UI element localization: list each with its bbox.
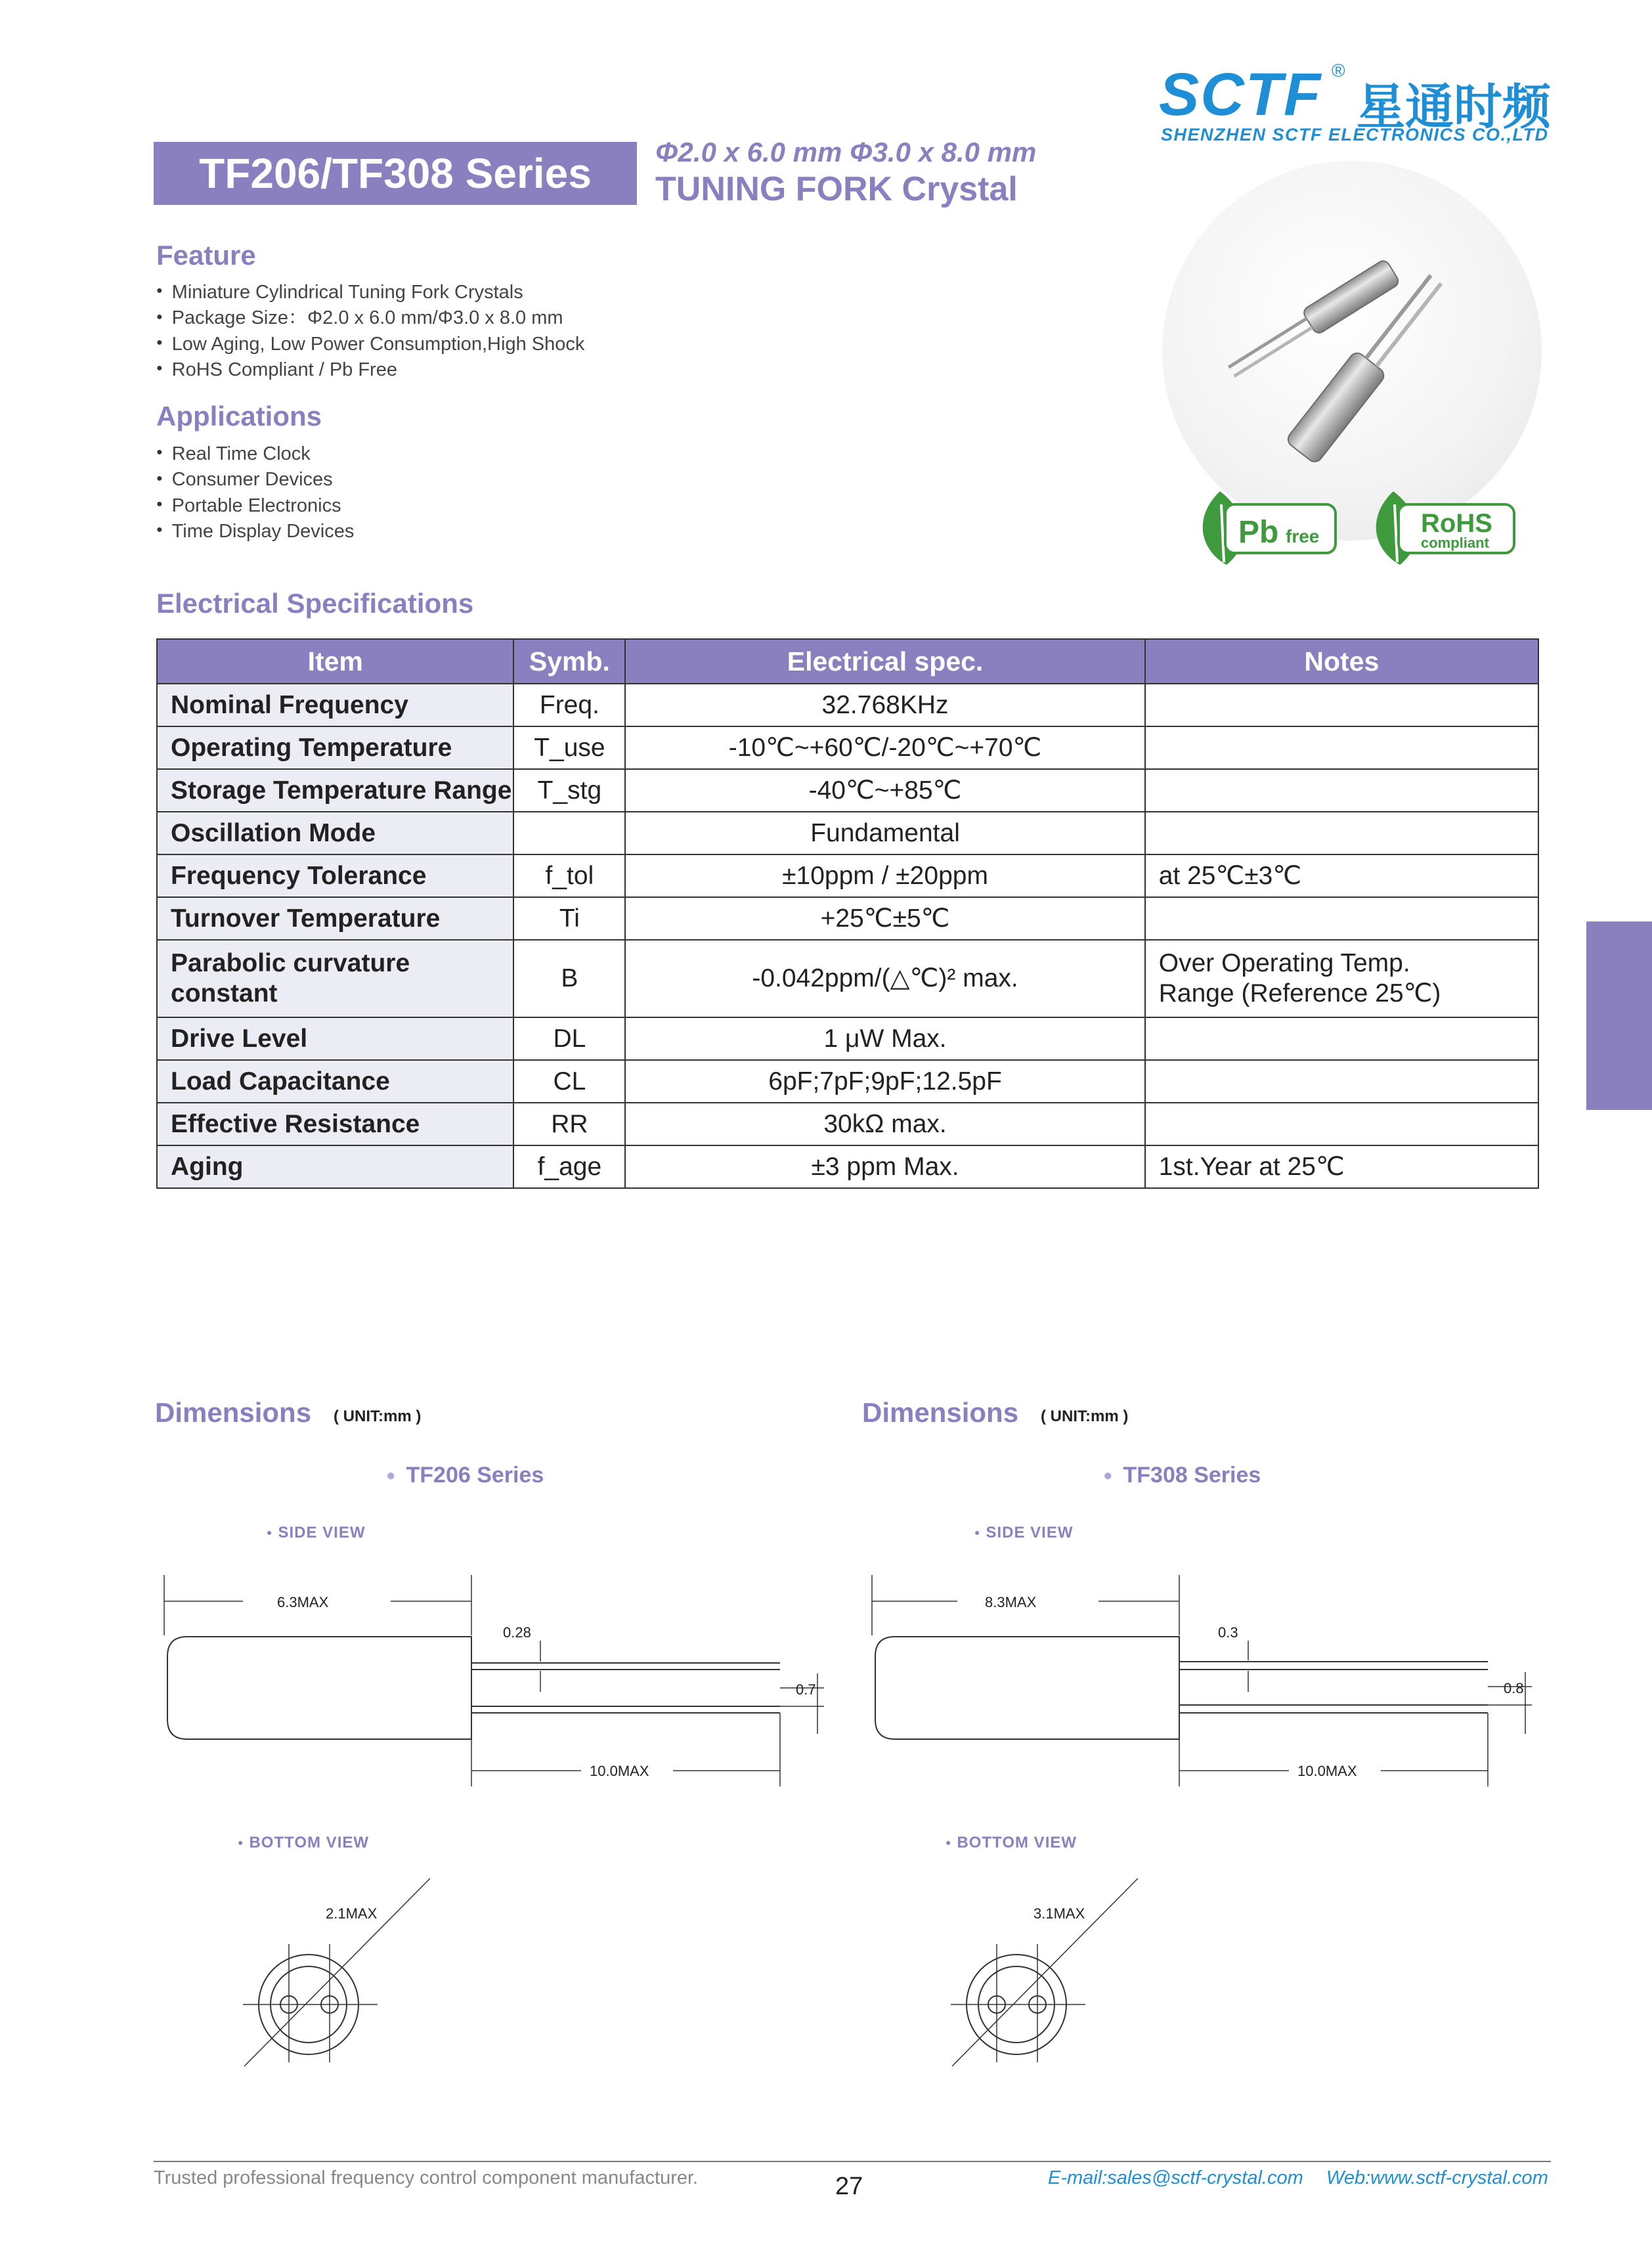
table-row [157,726,1538,769]
row-item-line: Parabolic curvature [171,949,410,977]
row-spec: -10℃~+60℃/-20℃~+70℃ [625,726,1144,769]
feature-item: ● Low Aging, Low Power Consumption,High Shock [156,332,584,357]
table-row [157,897,1538,940]
row-notes [1145,769,1538,812]
bottom-view-label-tf308: ● BOTTOM VIEW [946,1834,1077,1852]
company-name: SHENZHEN SCTF ELECTRONICS CO.,LTD [1161,125,1549,144]
row-spec: +25℃±5℃ [625,897,1144,940]
dim-total-length: 10.0MAX [1297,1763,1357,1779]
row-spec: Fundamental [625,812,1144,854]
row-notes [1145,1103,1538,1145]
row-item: Effective Resistance [157,1103,513,1145]
dim-body-diameter: 2.1MAX [326,1905,378,1922]
dimensions-heading-tf308: Dimensions [862,1397,1019,1428]
row-item: Frequency Tolerance [157,854,513,897]
side-view-label-tf206: ● SIDE VIEW [267,1524,366,1542]
row-item: Load Capacitance [157,1060,513,1103]
pb-free-badge [1187,485,1339,569]
row-notes [1145,940,1538,1017]
feature-item: ● RoHS Compliant / Pb Free [156,357,584,383]
table-row [157,854,1538,897]
row-spec: ±3 ppm Max. [625,1145,1144,1188]
row-symb: Freq. [513,684,625,726]
side-view-drawing-tf206 [151,1563,834,1786]
table-row [157,812,1538,854]
table-row [157,1145,1538,1188]
row-item: Operating Temperature [157,726,513,769]
product-photo [1162,161,1542,541]
column-header-item: Item [157,639,513,684]
electrical-heading: Electrical Specifications [156,588,474,619]
column-header-spec: Electrical spec. [625,639,1144,684]
row-item: Aging [157,1145,513,1188]
row-notes [1145,684,1538,726]
crystal-body-outline [167,1637,471,1739]
dim-lead-pitch: 0.7 [796,1681,816,1698]
dim-lead-diameter: 0.3 [1218,1624,1238,1641]
bottom-view-drawing-tf308 [924,1865,1174,2082]
series-title: TF206/TF308 Series [154,142,637,205]
row-notes [1145,812,1538,854]
side-tab-marker [1586,921,1652,1110]
pb-badge-label: Pb [1238,515,1279,550]
dim-body-diameter: 3.1MAX [1033,1905,1085,1922]
row-notes [1145,897,1538,940]
row-symb: T_stg [513,769,625,812]
row-item: Nominal Frequency [157,684,513,726]
table-row [157,769,1538,812]
series-size: Φ2.0 x 6.0 mm Φ3.0 x 8.0 mm [655,137,1037,167]
brand-logo: SCTF [1159,61,1322,128]
bottom-view-drawing-tf206 [217,1865,466,2082]
row-notes [1145,1060,1538,1103]
row-symb: DL [513,1017,625,1060]
row-spec: 30kΩ max. [625,1103,1144,1145]
table-row [157,684,1538,726]
row-item-line: constant [171,979,278,1007]
application-item: ● Portable Electronics [156,493,354,519]
dim-lead-diameter: 0.28 [503,1624,531,1641]
footer-web-link[interactable]: Web:www.sctf-crystal.com [1326,2167,1548,2188]
dim-lead-pitch: 0.8 [1504,1680,1524,1696]
row-item: Turnover Temperature [157,897,513,940]
row-spec: -0.042ppm/(△℃)² max. [625,940,1144,1017]
page-number: 27 [835,2173,863,2200]
footer-divider [154,2161,1551,2162]
table-row [157,1060,1538,1103]
spec-table [156,638,1539,1189]
rohs-badge-label: RoHS [1421,509,1492,538]
row-notes [1145,726,1538,769]
table-row [157,1017,1538,1060]
bottom-view-label-tf206: ● BOTTOM VIEW [238,1834,369,1852]
row-notes: at 25℃±3℃ [1145,854,1538,897]
feature-item: ● Package Size：Φ2.0 x 6.0 mm/Φ3.0 x 8.0 mm [156,305,584,331]
rohs-badge-compliant: compliant [1421,535,1489,551]
row-notes [1145,1017,1538,1060]
feature-item: ● Miniature Cylindrical Tuning Fork Crystals [156,280,584,305]
brand-logo-chinese: 星通时频 [1357,79,1551,135]
application-item: ● Consumer Devices [156,467,354,493]
row-symb: f_tol [513,854,625,897]
applications-list [156,441,354,544]
row-spec: 1 μW Max. [625,1017,1144,1060]
dimensions-unit-tf206: ( UNIT:mm ) [334,1407,422,1425]
row-symb [513,812,625,854]
application-item: ● Time Display Devices [156,519,354,544]
row-item: Drive Level [157,1017,513,1060]
table-row [157,940,1538,1017]
rohs-badge [1360,485,1518,569]
subseries-tf308: ● TF308 Series [1103,1463,1261,1488]
column-header-symb: Symb. [513,639,625,684]
dimensions-unit-tf308: ( UNIT:mm ) [1041,1407,1129,1425]
row-spec: ±10ppm / ±20ppm [625,854,1144,897]
row-symb: RR [513,1103,625,1145]
applications-heading: Applications [156,401,322,432]
column-header-notes: Notes [1145,639,1538,684]
feature-list [156,280,584,383]
side-view-drawing-tf308 [859,1563,1542,1786]
row-item: Oscillation Mode [157,812,513,854]
table-header-row [157,639,1538,684]
crystal-body-outline [875,1637,1179,1739]
row-symb: CL [513,1060,625,1103]
row-item [157,940,513,1017]
dimensions-heading-tf206: Dimensions [155,1397,312,1428]
row-spec: -40℃~+85℃ [625,769,1144,812]
row-symb: T_use [513,726,625,769]
row-symb: Ti [513,897,625,940]
row-notes-line: Range (Reference 25℃) [1158,979,1441,1007]
pb-badge-free: free [1286,526,1320,546]
table-row [157,1103,1538,1145]
row-notes-line: Over Operating Temp. [1158,949,1410,977]
dim-body-length: 6.3MAX [277,1594,329,1610]
feature-heading: Feature [156,240,256,271]
dim-body-length: 8.3MAX [985,1594,1037,1610]
subseries-tf206: ● TF206 Series [386,1463,544,1488]
side-view-label-tf308: ● SIDE VIEW [974,1524,1074,1542]
dim-total-length: 10.0MAX [590,1763,649,1779]
registered-mark: ® [1332,60,1345,81]
row-spec: 32.768KHz [625,684,1144,726]
row-spec: 6pF;7pF;9pF;12.5pF [625,1060,1144,1103]
row-item: Storage Temperature Range [157,769,513,812]
row-notes: 1st.Year at 25℃ [1145,1145,1538,1188]
footer-tagline: Trusted professional frequency control component manufacturer. [154,2167,699,2188]
application-item: ● Real Time Clock [156,441,354,467]
row-symb: B [513,940,625,1017]
footer-email-link[interactable]: E-mail:sales@sctf-crystal.com [1048,2167,1303,2188]
series-type: TUNING FORK Crystal [655,170,1018,208]
row-symb: f_age [513,1145,625,1188]
